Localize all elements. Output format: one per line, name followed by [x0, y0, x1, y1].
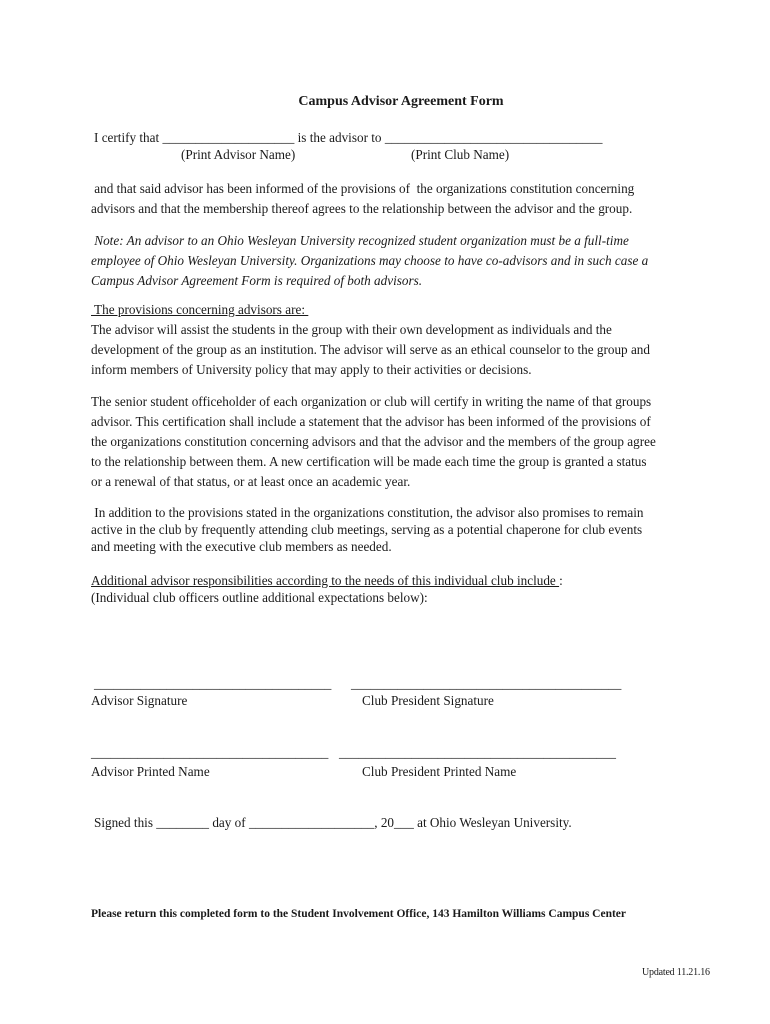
- president-signature-line: _________________________________________: [351, 676, 622, 691]
- informed-paragraph: [91, 179, 711, 219]
- provisions-paragraph: [91, 320, 711, 380]
- advisor-printed-name-label: Advisor Printed Name: [91, 764, 210, 779]
- president-signature-label: Club President Signature: [362, 693, 494, 708]
- text-line: advisors and that the membership thereof agrees to the relationship between the advisor and the group.: [91, 201, 633, 216]
- signed-date-line: Signed this ________ day of ___________________, 20___ at Ohio Wesleyan University.: [94, 815, 572, 830]
- text-line: Note: An advisor to an Ohio Wesleyan University recognized student organization must be a full-time: [91, 233, 629, 248]
- page-title: Campus Advisor Agreement Form: [298, 94, 504, 109]
- text-line: Campus Advisor Agreement Form is required of both advisors.: [91, 273, 423, 288]
- text-line: In addition to the provisions stated in the organizations constitution, the advisor also promises to remain: [91, 505, 644, 520]
- advisor-printed-name-line: ____________________________________: [91, 745, 329, 760]
- advisor-signature-line: ____________________________________: [94, 676, 332, 691]
- advisor-signature-label: Advisor Signature: [91, 693, 188, 708]
- print-club-name-label: (Print Club Name): [411, 147, 510, 162]
- text-line: to the relationship between them. A new certification will be made each time the group is granted a status: [91, 454, 647, 469]
- text-line: inform members of University policy that may apply to their activities or decisions.: [91, 362, 532, 377]
- president-printed-name-line: __________________________________________: [339, 745, 616, 760]
- text-line: or a renewal of that status, or at least once an academic year.: [91, 474, 411, 489]
- text-line: active in the club by frequently attending club meetings, serving as a potential chaperone for club events: [91, 522, 643, 537]
- additional-responsibilities-heading: [91, 574, 563, 587]
- provisions-heading: The provisions concerning advisors are:: [91, 302, 309, 317]
- additional-heading-colon: :: [559, 573, 563, 588]
- additional-expectations-note: (Individual club officers outline additional expectations below):: [91, 590, 428, 605]
- senior-officeholder-paragraph: [91, 392, 711, 492]
- certify-line: I certify that ____________________ is the advisor to _________________________________: [94, 130, 603, 145]
- return-notice: Please return this completed form to the Student Involvement Office, 143 Hamilton Williams Campus Center: [91, 908, 627, 920]
- text-line: the organizations constitution concerning advisors and that the advisor and the members of the group agree: [91, 434, 656, 449]
- text-line: The senior student officeholder of each organization or club will certify in writing the name of that groups: [91, 394, 652, 409]
- print-advisor-name-label: (Print Advisor Name): [181, 147, 296, 162]
- addition-paragraph: [91, 504, 711, 555]
- text-line: development of the group as an institution. The advisor will serve as an ethical counselor to the group and: [91, 342, 650, 357]
- additional-heading-text: Additional advisor responsibilities according to the needs of this individual club include: [91, 573, 560, 588]
- text-line: employee of Ohio Wesleyan University. Organizations may choose to have co-advisors and in such case a: [91, 253, 649, 268]
- note-paragraph: [91, 231, 711, 291]
- text-line: advisor. This certification shall include a statement that the advisor has been informed of the provisions of: [91, 414, 651, 429]
- updated-date: Updated 11.21.16: [642, 967, 710, 978]
- text-line: and that said advisor has been informed of the provisions of the organizations constitution concerning: [91, 181, 635, 196]
- president-printed-name-label: Club President Printed Name: [362, 764, 517, 779]
- text-line: The advisor will assist the students in the group with their own development as individuals and the: [91, 322, 612, 337]
- text-line: and meeting with the executive club members as needed.: [91, 539, 392, 554]
